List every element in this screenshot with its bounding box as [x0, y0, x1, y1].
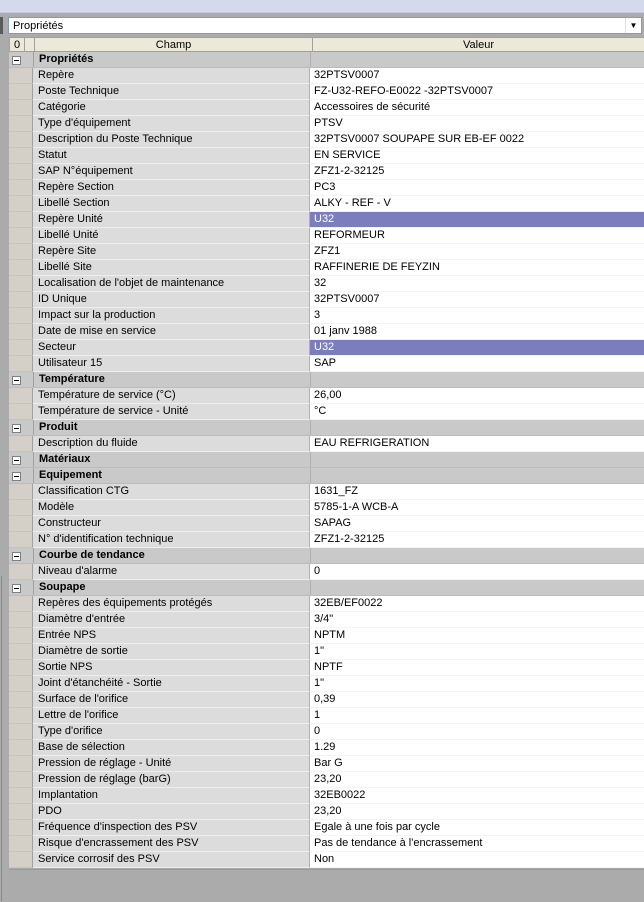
- property-value[interactable]: °C: [310, 404, 644, 420]
- splitter-handle[interactable]: [0, 17, 3, 34]
- property-field: Base de sélection: [33, 740, 310, 756]
- grid-empty-area: [9, 869, 644, 902]
- row-gutter: [9, 628, 33, 644]
- property-value[interactable]: EN SERVICE: [310, 148, 644, 164]
- minus-icon: [12, 376, 21, 385]
- header-value[interactable]: Valeur: [463, 39, 494, 51]
- property-value[interactable]: 32PTSV0007 SOUPAPE SUR EB-EF 0022: [310, 132, 644, 148]
- property-value[interactable]: 1": [310, 644, 644, 660]
- row-gutter: [9, 756, 33, 772]
- row-gutter: [9, 180, 33, 196]
- property-field: Repère Section: [33, 180, 310, 196]
- property-row[interactable]: [9, 660, 644, 676]
- property-field: Risque d'encrassement des PSV: [33, 836, 310, 852]
- property-field: Utilisateur 15: [33, 356, 310, 372]
- property-field: Surface de l'orifice: [33, 692, 310, 708]
- property-field: PDO: [33, 804, 310, 820]
- row-gutter: [9, 852, 33, 868]
- property-value[interactable]: ALKY - REF - V: [310, 196, 644, 212]
- row-gutter: [9, 68, 33, 84]
- property-row[interactable]: [9, 84, 644, 100]
- property-row[interactable]: [9, 692, 644, 708]
- section-spacer: [23, 548, 34, 563]
- property-value[interactable]: U32: [310, 340, 644, 356]
- property-field: Description du fluide: [33, 436, 310, 452]
- property-row[interactable]: [9, 772, 644, 788]
- property-row[interactable]: [9, 228, 644, 244]
- property-row[interactable]: [9, 340, 644, 356]
- section-spacer: [23, 372, 34, 387]
- property-value[interactable]: NPTM: [310, 628, 644, 644]
- property-value[interactable]: 1631_FZ: [310, 484, 644, 500]
- property-value[interactable]: 3/4": [310, 612, 644, 628]
- collapse-toggle[interactable]: [9, 548, 23, 564]
- row-gutter: [9, 788, 33, 804]
- row-gutter: [9, 260, 33, 276]
- property-row[interactable]: [9, 404, 644, 420]
- row-gutter: [9, 148, 33, 164]
- row-gutter: [9, 820, 33, 836]
- property-row[interactable]: [9, 260, 644, 276]
- row-gutter: [9, 404, 33, 420]
- property-field: Localisation de l'objet de maintenance: [33, 276, 310, 292]
- property-value[interactable]: REFORMEUR: [310, 228, 644, 244]
- property-row[interactable]: [9, 644, 644, 660]
- row-gutter: [9, 228, 33, 244]
- property-field: Description du Poste Technique: [33, 132, 310, 148]
- property-row[interactable]: [9, 612, 644, 628]
- row-gutter: [9, 804, 33, 820]
- property-row[interactable]: [9, 564, 644, 580]
- section-header[interactable]: [9, 420, 644, 436]
- property-row[interactable]: [9, 196, 644, 212]
- property-value[interactable]: PC3: [310, 180, 644, 196]
- property-field: Libellé Section: [33, 196, 310, 212]
- property-row[interactable]: [9, 676, 644, 692]
- header-field[interactable]: Champ: [35, 38, 313, 51]
- section-spacer: [23, 468, 34, 483]
- property-row[interactable]: [9, 628, 644, 644]
- property-value[interactable]: ZFZ1: [310, 244, 644, 260]
- section-title: Matériaux: [34, 452, 311, 467]
- row-gutter: [9, 596, 33, 612]
- property-field: Libellé Unité: [33, 228, 310, 244]
- row-gutter: [9, 500, 33, 516]
- properties-combo[interactable]: [8, 17, 642, 34]
- property-field: Type d'équipement: [33, 116, 310, 132]
- property-value[interactable]: 0: [310, 564, 644, 580]
- property-row[interactable]: [9, 596, 644, 612]
- section-header[interactable]: [9, 52, 644, 68]
- property-value[interactable]: 0,39: [310, 692, 644, 708]
- property-row[interactable]: [9, 756, 644, 772]
- property-value[interactable]: 3: [310, 308, 644, 324]
- section-header[interactable]: [9, 468, 644, 484]
- property-value[interactable]: 23,20: [310, 804, 644, 820]
- property-value[interactable]: 1: [310, 708, 644, 724]
- property-value[interactable]: 5785-1-A WCB-A: [310, 500, 644, 516]
- property-value[interactable]: FZ-U32-REFO-E0022 -32PTSV0007: [310, 84, 644, 100]
- row-gutter: [9, 612, 33, 628]
- property-value[interactable]: Pas de tendance à l'encrassement: [310, 836, 644, 852]
- property-field: Repère Site: [33, 244, 310, 260]
- row-gutter: [9, 740, 33, 756]
- property-field: Fréquence d'inspection des PSV: [33, 820, 310, 836]
- section-value-cell: [311, 580, 644, 595]
- property-value[interactable]: 0: [310, 724, 644, 740]
- header-spacer: [25, 38, 35, 51]
- property-row[interactable]: [9, 308, 644, 324]
- property-row[interactable]: [9, 436, 644, 452]
- property-row[interactable]: [9, 68, 644, 84]
- minus-icon: [12, 56, 21, 65]
- property-field: Diamètre d'entrée: [33, 612, 310, 628]
- property-field: Impact sur la production: [33, 308, 310, 324]
- property-field: Date de mise en service: [33, 324, 310, 340]
- property-field: ID Unique: [33, 292, 310, 308]
- property-field: Lettre de l'orifice: [33, 708, 310, 724]
- row-gutter: [9, 772, 33, 788]
- property-row[interactable]: [9, 836, 644, 852]
- row-gutter: [9, 164, 33, 180]
- property-value[interactable]: 1.29: [310, 740, 644, 756]
- section-spacer: [23, 52, 34, 67]
- section-header[interactable]: [9, 372, 644, 388]
- row-gutter: [9, 388, 33, 404]
- section-title: Soupape: [34, 580, 311, 595]
- collapse-toggle[interactable]: [9, 420, 23, 436]
- property-value[interactable]: 23,20: [310, 772, 644, 788]
- property-field: Libellé Site: [33, 260, 310, 276]
- property-row[interactable]: [9, 708, 644, 724]
- property-field: Niveau d'alarme: [33, 564, 310, 580]
- minus-icon: [12, 552, 21, 561]
- row-gutter: [9, 132, 33, 148]
- property-row[interactable]: [9, 804, 644, 820]
- property-value[interactable]: Egale à une fois par cycle: [310, 820, 644, 836]
- section-spacer: [23, 580, 34, 595]
- property-field: Modèle: [33, 500, 310, 516]
- section-value-cell: [311, 372, 644, 387]
- property-row[interactable]: [9, 148, 644, 164]
- property-field: Implantation: [33, 788, 310, 804]
- left-divider: [1, 576, 2, 901]
- property-row[interactable]: [9, 852, 644, 868]
- section-title: Courbe de tendance: [34, 548, 311, 563]
- grid-header: [9, 37, 644, 52]
- property-value[interactable]: SAPAG: [310, 516, 644, 532]
- header-index[interactable]: 0: [9, 38, 25, 51]
- row-gutter: [9, 276, 33, 292]
- section-title: Température: [34, 372, 311, 387]
- property-row[interactable]: [9, 212, 644, 228]
- property-field: Pression de réglage - Unité: [33, 756, 310, 772]
- property-row[interactable]: [9, 132, 644, 148]
- section-title: Equipement: [34, 468, 311, 483]
- property-value[interactable]: 32EB/EF0022: [310, 596, 644, 612]
- section-value-cell: [311, 52, 644, 67]
- property-field: Repères des équipements protégés: [33, 596, 310, 612]
- row-gutter: [9, 564, 33, 580]
- row-gutter: [9, 84, 33, 100]
- property-value[interactable]: Accessoires de sécurité: [310, 100, 644, 116]
- property-value[interactable]: PTSV: [310, 116, 644, 132]
- row-gutter: [9, 484, 33, 500]
- row-gutter: [9, 292, 33, 308]
- property-value[interactable]: SAP: [310, 356, 644, 372]
- row-gutter: [9, 692, 33, 708]
- property-field: Joint d'étanchéité - Sortie: [33, 676, 310, 692]
- row-gutter: [9, 244, 33, 260]
- property-row[interactable]: [9, 500, 644, 516]
- property-row[interactable]: [9, 100, 644, 116]
- property-field: Repère: [33, 68, 310, 84]
- properties-combo-value: Propriétés: [13, 20, 64, 32]
- property-value[interactable]: NPTF: [310, 660, 644, 676]
- property-field: Classification CTG: [33, 484, 310, 500]
- collapse-toggle[interactable]: [9, 452, 23, 468]
- section-value-cell: [311, 420, 644, 435]
- property-field: Pression de réglage (barG): [33, 772, 310, 788]
- property-field: Statut: [33, 148, 310, 164]
- row-gutter: [9, 676, 33, 692]
- property-field: Constructeur: [33, 516, 310, 532]
- title-band: [0, 0, 644, 13]
- property-row[interactable]: [9, 324, 644, 340]
- property-value[interactable]: 32EB0022: [310, 788, 644, 804]
- property-field: N° d'identification technique: [33, 532, 310, 548]
- property-value[interactable]: 32PTSV0007: [310, 292, 644, 308]
- property-row[interactable]: [9, 388, 644, 404]
- row-gutter: [9, 356, 33, 372]
- row-gutter: [9, 196, 33, 212]
- property-value[interactable]: 01 janv 1988: [310, 324, 644, 340]
- property-field: Service corrosif des PSV: [33, 852, 310, 868]
- property-value[interactable]: Bar G: [310, 756, 644, 772]
- property-field: Catégorie: [33, 100, 310, 116]
- property-field: SAP N°équipement: [33, 164, 310, 180]
- minus-icon: [12, 456, 21, 465]
- collapse-toggle[interactable]: [9, 52, 23, 68]
- property-row[interactable]: [9, 164, 644, 180]
- row-gutter: [9, 516, 33, 532]
- property-row[interactable]: [9, 180, 644, 196]
- collapse-toggle[interactable]: [9, 580, 23, 596]
- property-row[interactable]: [9, 292, 644, 308]
- section-value-cell: [311, 452, 644, 467]
- property-value[interactable]: Non: [310, 852, 644, 868]
- section-value-cell: [311, 548, 644, 563]
- property-field: Sortie NPS: [33, 660, 310, 676]
- property-value[interactable]: 1": [310, 676, 644, 692]
- property-row[interactable]: [9, 724, 644, 740]
- section-value-cell: [311, 468, 644, 483]
- property-value[interactable]: 32: [310, 276, 644, 292]
- row-gutter: [9, 836, 33, 852]
- section-header[interactable]: [9, 580, 644, 596]
- property-row[interactable]: [9, 820, 644, 836]
- row-gutter: [9, 116, 33, 132]
- section-header[interactable]: [9, 452, 644, 468]
- section-spacer: [23, 452, 34, 467]
- property-field: Secteur: [33, 340, 310, 356]
- row-gutter: [9, 212, 33, 228]
- minus-icon: [12, 424, 21, 433]
- row-gutter: [9, 100, 33, 116]
- property-row[interactable]: [9, 788, 644, 804]
- property-value[interactable]: ZFZ1-2-32125: [310, 532, 644, 548]
- property-row[interactable]: [9, 244, 644, 260]
- property-field: Entrée NPS: [33, 628, 310, 644]
- section-spacer: [23, 420, 34, 435]
- property-field: Diamètre de sortie: [33, 644, 310, 660]
- property-value[interactable]: 32PTSV0007: [310, 68, 644, 84]
- row-gutter: [9, 708, 33, 724]
- collapse-toggle[interactable]: [9, 372, 23, 388]
- property-grid: [9, 37, 644, 868]
- row-gutter: [9, 724, 33, 740]
- property-row[interactable]: [9, 740, 644, 756]
- section-title: Propriétés: [34, 52, 311, 67]
- minus-icon: [12, 584, 21, 593]
- property-value[interactable]: U32: [310, 212, 644, 228]
- property-row[interactable]: [9, 516, 644, 532]
- property-value[interactable]: 26,00: [310, 388, 644, 404]
- row-gutter: [9, 436, 33, 452]
- property-row[interactable]: [9, 356, 644, 372]
- row-gutter: [9, 644, 33, 660]
- row-gutter: [9, 308, 33, 324]
- property-row[interactable]: [9, 276, 644, 292]
- property-field: Poste Technique: [33, 84, 310, 100]
- minus-icon: [12, 472, 21, 481]
- property-row[interactable]: [9, 484, 644, 500]
- section-header[interactable]: [9, 548, 644, 564]
- chevron-down-icon[interactable]: ▼: [625, 18, 641, 33]
- property-value[interactable]: ZFZ1-2-32125: [310, 164, 644, 180]
- collapse-toggle[interactable]: [9, 468, 23, 484]
- row-gutter: [9, 324, 33, 340]
- property-field: Température de service - Unité: [33, 404, 310, 420]
- property-value[interactable]: RAFFINERIE DE FEYZIN: [310, 260, 644, 276]
- property-field: Type d'orifice: [33, 724, 310, 740]
- row-gutter: [9, 660, 33, 676]
- property-row[interactable]: [9, 116, 644, 132]
- property-field: Repère Unité: [33, 212, 310, 228]
- grid-body: [9, 52, 644, 868]
- section-title: Produit: [34, 420, 311, 435]
- row-gutter: [9, 532, 33, 548]
- property-row[interactable]: [9, 532, 644, 548]
- row-gutter: [9, 340, 33, 356]
- property-field: Température de service (°C): [33, 388, 310, 404]
- property-value[interactable]: EAU REFRIGERATION: [310, 436, 644, 452]
